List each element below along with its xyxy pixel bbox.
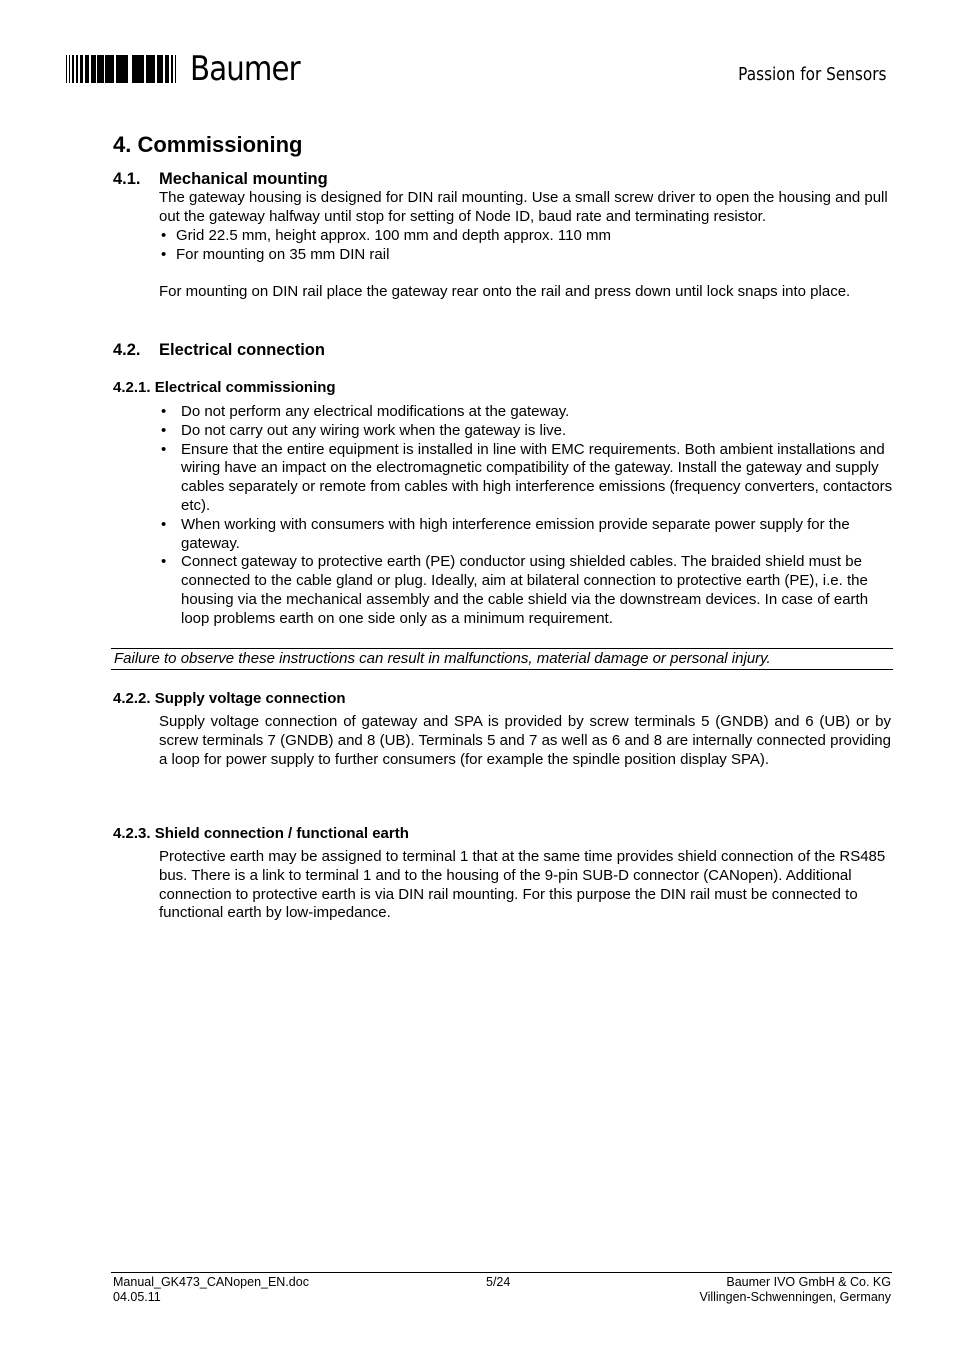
footer-filename: Manual_GK473_CANopen_EN.doc <box>113 1275 309 1289</box>
warning-box <box>111 648 893 670</box>
heading-mechanical-mounting <box>113 170 328 189</box>
heading-number: 4.1. <box>113 170 141 188</box>
brand-name: Baumer <box>190 49 300 89</box>
list-item: • Grid 22.5 mm, height approx. 100 mm and depth approx. 110 mm <box>159 227 895 246</box>
mounting-list <box>159 227 895 265</box>
list-item: • Do not carry out any wiring work when the gateway is live. <box>159 422 893 441</box>
mounting-intro: The gateway housing is designed for DIN rail mounting. Use a small screw driver to open the housing and pull out the gateway halfway until stop for setting of Node ID, baud rate and terminating resistor. <box>159 189 888 225</box>
warning-text: Failure to observe these instructions can result in malfunctions, material damage or personal injury. <box>114 650 771 667</box>
commissioning-list <box>159 403 893 629</box>
footer-page-number: 5/24 <box>486 1275 511 1289</box>
footer-date: 04.05.11 <box>113 1290 161 1304</box>
footer-company: Baumer IVO GmbH & Co. KG <box>726 1275 891 1289</box>
heading-text: Mechanical mounting <box>159 170 328 188</box>
list-item: • Ensure that the entire equipment is installed in line with EMC requirements. Both ambient installations and wiring have an impact on the electromagnetic compatibility of the gateway. Install the gateway and supply cables separately or remote from cables with high interference emissions (frequency converters, contactors etc). <box>159 441 893 516</box>
list-item: • Do not perform any electrical modifications at the gateway. <box>159 403 893 422</box>
shield-text: Protective earth may be assigned to terminal 1 that at the same time provides shield connection of the RS485 bus. There is a link to terminal 1 and to the housing of the 9-pin SUB-D connector (CANopen). Additional connection to protective earth is via DIN rail mounting. For this purpose the DIN rail must be connected to functional earth by low-impedance. <box>159 848 886 922</box>
mounting-note: For mounting on DIN rail place the gateway rear onto the rail and press down until lock snaps into place. <box>159 283 851 300</box>
list-item: • For mounting on 35 mm DIN rail <box>159 246 895 265</box>
heading-supply-voltage: 4.2.2. Supply voltage connection <box>113 690 346 707</box>
section-title: 4. Commissioning <box>113 132 303 157</box>
footer-divider <box>111 1272 892 1273</box>
logo-mark-icon <box>66 55 176 83</box>
heading-number: 4.2. <box>113 341 141 359</box>
supply-text: Supply voltage connection of gateway and SPA is provided by screw terminals 5 (GNDB) and 6 (UB) or by screw terminals 7 (GNDB) and 8 (UB). Terminals 5 and 7 as well as 6 and 8 are internally connected providing a loop for power supply to further consumers (for example the spindle position display SPA). <box>159 713 891 768</box>
list-item: • When working with consumers with high interference emission provide separate power supply for the gateway. <box>159 516 893 554</box>
heading-text: Electrical connection <box>159 341 325 359</box>
list-item: • Connect gateway to protective earth (PE) conductor using shielded cables. The braided shield must be connected to the cable gland or plug. Ideally, aim at bilateral connection to protective earth (PE), i.e. the housing via the mechanical assembly and the cable shield via the downstream devices. In case of earth loop problems earth on one side only as a minimum requirement. <box>159 553 893 628</box>
footer-location: Villingen-Schwenningen, Germany <box>699 1290 891 1304</box>
heading-electrical-connection <box>113 341 325 360</box>
tagline: Passion for Sensors <box>738 64 887 85</box>
heading-shield-connection: 4.2.3. Shield connection / functional earth <box>113 825 409 842</box>
baumer-logo <box>66 49 318 89</box>
heading-electrical-commissioning: 4.2.1. Electrical commissioning <box>113 379 336 396</box>
